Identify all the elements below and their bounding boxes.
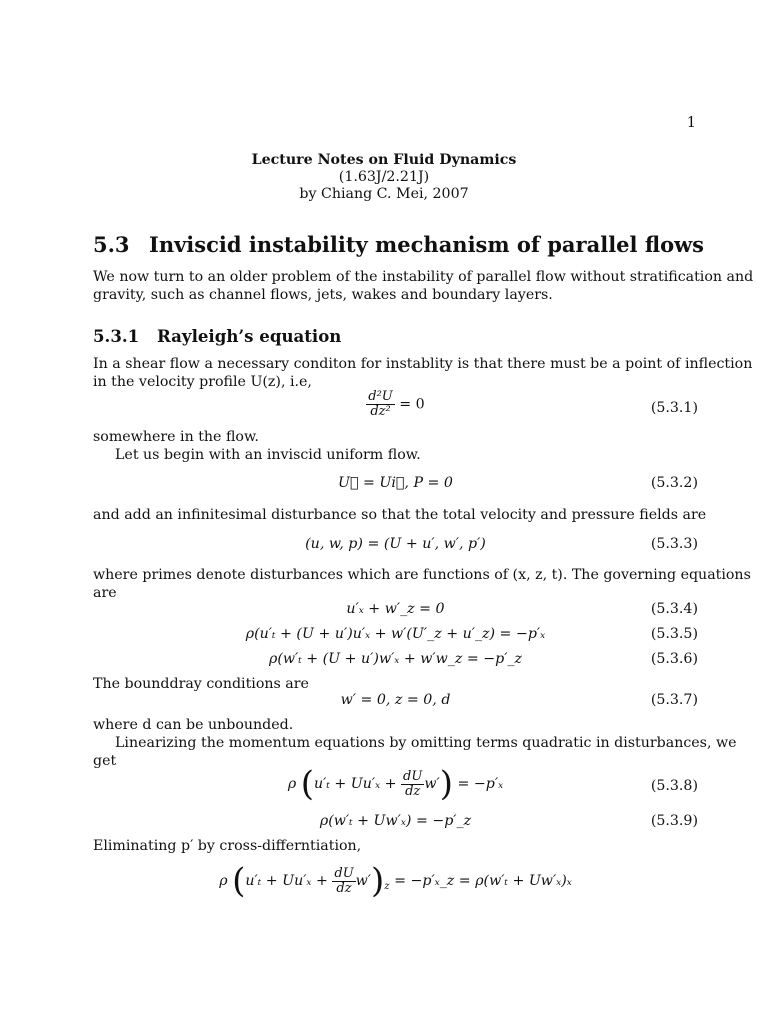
paragraph-line: Eliminating p′ by cross-differntiation, bbox=[93, 838, 362, 854]
equation-label: (5.3.4) bbox=[650, 601, 698, 617]
equation-cross-differentiated bbox=[93, 861, 698, 910]
paragraph-inflection bbox=[93, 355, 753, 391]
paragraph-line: get bbox=[93, 753, 117, 769]
document-title: Lecture Notes on Fluid Dynamics bbox=[251, 152, 517, 168]
section-number: 5.3 bbox=[93, 232, 130, 257]
subsection-heading bbox=[93, 326, 341, 346]
paragraph-line: Linearizing the momentum equations by omitting terms quadratic in disturbances, we bbox=[115, 735, 737, 751]
subscript: z bbox=[384, 880, 390, 892]
intro-line-1: We now turn to an older problem of the instability of parallel flow without stratification and bbox=[93, 269, 754, 285]
equation-body bbox=[93, 390, 698, 419]
equation-rhs: = −p′ₓ_z = ρ(w′ₜ + Uw′ₓ)ₓ bbox=[394, 873, 572, 889]
section-title: Inviscid instability mechanism of parallel flows bbox=[149, 232, 704, 257]
fraction-numerator: d²U bbox=[368, 389, 393, 404]
paragraph-line: and add an infinitesimal disturbance so that the total velocity and pressure fields are bbox=[93, 507, 707, 523]
left-paren: ( bbox=[232, 861, 246, 901]
right-paren: ) bbox=[439, 764, 453, 804]
fraction bbox=[401, 770, 424, 799]
equation-5-3-7 bbox=[93, 691, 698, 711]
equation-5-3-2 bbox=[93, 474, 698, 494]
equation-body: ρ(u′ₜ + (U + u′)u′ₓ + w′(U′_z + u′_z) = −p′ₓ bbox=[245, 626, 546, 642]
fraction-denominator: dz bbox=[336, 880, 352, 896]
intro-paragraph bbox=[93, 268, 754, 304]
page-number: 1 bbox=[686, 115, 696, 131]
paragraph-line: In a shear flow a necessary conditon for instablity is that there must be a point of inflection bbox=[93, 356, 753, 372]
paragraph-eliminating bbox=[93, 837, 698, 855]
course-number: (1.63J/2.21J) bbox=[338, 169, 430, 185]
equation-body: w′ = 0, z = 0, d bbox=[340, 692, 451, 708]
equation-inner-tail: w′ bbox=[424, 776, 440, 792]
fraction-numerator: dU bbox=[403, 768, 423, 784]
intro-line-2: gravity, such as channel flows, jets, wakes and boundary layers. bbox=[93, 287, 553, 303]
equation-5-3-1 bbox=[93, 390, 698, 428]
fraction bbox=[366, 390, 395, 419]
equation-rhs: = −p′ₓ bbox=[457, 776, 504, 792]
equation-label: (5.3.6) bbox=[650, 651, 698, 667]
equation-5-3-3 bbox=[93, 535, 698, 555]
equation-rhs: = 0 bbox=[399, 396, 425, 413]
equation-label: (5.3.1) bbox=[650, 400, 698, 416]
paragraph-line: Let us begin with an inviscid uniform flow. bbox=[115, 447, 421, 463]
equation-body: U⃗ = Ui⃗, P = 0 bbox=[338, 475, 453, 491]
fraction-denominator: dz² bbox=[370, 404, 391, 419]
equation-body: ρ(w′ₜ + (U + u′)w′ₓ + w′w_z = −p′_z bbox=[269, 651, 522, 667]
section-heading bbox=[93, 232, 704, 258]
equation-inner: u′ₜ + Uu′ₓ + bbox=[314, 776, 402, 792]
equation-label: (5.3.7) bbox=[650, 692, 698, 708]
fraction bbox=[332, 867, 355, 896]
equation-body: ρ(w′ₜ + Uw′ₓ) = −p′_z bbox=[319, 813, 472, 829]
equation-density: ρ bbox=[287, 776, 297, 792]
left-paren: ( bbox=[300, 764, 315, 804]
paragraph-line: The bounddray conditions are bbox=[93, 676, 309, 692]
equation-density: ρ bbox=[219, 873, 228, 889]
document-header bbox=[0, 152, 768, 203]
fraction-numerator: dU bbox=[334, 865, 354, 881]
equation-5-3-4 bbox=[93, 600, 698, 620]
fraction-denominator: dz bbox=[405, 783, 421, 799]
equation-label: (5.3.8) bbox=[650, 778, 698, 794]
paragraph-primes bbox=[93, 566, 751, 602]
paragraph-line: somewhere in the flow. bbox=[93, 429, 259, 445]
equation-body: u′ₓ + w′_z = 0 bbox=[346, 601, 445, 617]
equation-label: (5.3.9) bbox=[650, 813, 698, 829]
paragraph-line: are bbox=[93, 585, 117, 601]
equation-label: (5.3.5) bbox=[650, 626, 698, 642]
paragraph-linearizing bbox=[93, 716, 737, 770]
subsection-title: Rayleigh’s equation bbox=[157, 326, 342, 346]
equation-body bbox=[93, 764, 698, 804]
paragraph-disturbance bbox=[93, 506, 707, 524]
paragraph-line: where primes denote disturbances which are functions of (x, z, t). The governing equations bbox=[93, 567, 751, 583]
equation-5-3-9 bbox=[93, 812, 698, 832]
subsection-number: 5.3.1 bbox=[93, 326, 140, 346]
equation-inner: u′ₜ + Uu′ₓ + bbox=[245, 873, 333, 889]
right-paren: ) bbox=[371, 861, 385, 901]
equation-body: (u, w, p) = (U + u′, w′, p′) bbox=[305, 536, 486, 552]
equation-inner-tail: w′ bbox=[355, 873, 372, 889]
paragraph-line: where d can be unbounded. bbox=[93, 717, 294, 733]
equation-5-3-6 bbox=[93, 650, 698, 670]
equation-5-3-5 bbox=[93, 625, 698, 645]
equation-label: (5.3.2) bbox=[650, 475, 698, 491]
paragraph-line: in the velocity profile U(z), i.e, bbox=[93, 374, 312, 390]
equation-body bbox=[93, 861, 698, 901]
equation-5-3-8 bbox=[93, 764, 698, 807]
equation-label: (5.3.3) bbox=[650, 536, 698, 552]
author-line: by Chiang C. Mei, 2007 bbox=[299, 186, 469, 202]
paragraph-flow bbox=[93, 428, 698, 464]
